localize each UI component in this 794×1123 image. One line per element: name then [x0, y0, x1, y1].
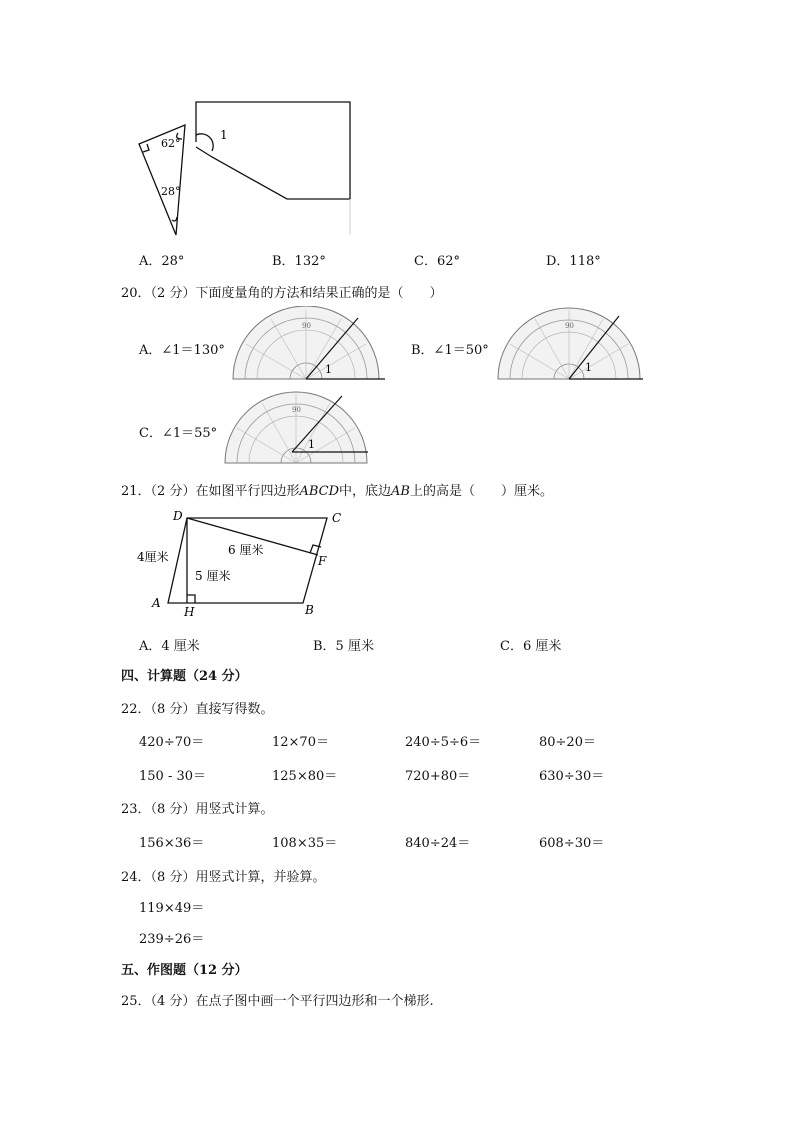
- q19-figure: [130, 95, 360, 240]
- q20-c-angle-label: 1: [308, 438, 315, 451]
- q19-option-c: C．62°: [414, 254, 460, 269]
- q21-stem-ab: AB: [391, 484, 410, 499]
- q19-option-d: D．118°: [546, 254, 601, 269]
- q21-side-label: 4厘米: [137, 550, 169, 564]
- q21-stem-mid: 中，底边: [339, 484, 392, 499]
- q21-stem-suffix: 上的高是（ ）厘米。: [409, 484, 553, 499]
- q20-b-angle-label: 1: [585, 361, 592, 374]
- q20-a-90: 90: [302, 322, 311, 330]
- q22-item-7: 720+80＝: [405, 769, 471, 784]
- q21-label-h: H: [184, 605, 195, 619]
- q20-c-90: 90: [292, 406, 301, 414]
- q21-stem-prefix: 21．（2 分）在如图平行四边形: [121, 484, 300, 499]
- q19-option-a: A．28°: [139, 254, 185, 269]
- q22-item-1: 420÷70＝: [139, 735, 205, 750]
- q22-item-2: 12×70＝: [272, 735, 329, 750]
- q21-label-c: C: [332, 511, 342, 525]
- q21-diag-label: 6 厘米: [228, 543, 264, 557]
- q21-label-a: A: [152, 596, 161, 610]
- q19-angle-1-label: 1: [220, 128, 228, 142]
- q20-a-angle-label: 1: [325, 363, 332, 376]
- q24-item-2: 239÷26＝: [139, 932, 205, 947]
- q20-option-c: C．∠1＝55°: [139, 426, 218, 441]
- q20-protractor-b: [495, 306, 645, 384]
- q21-stem-abcd: ABCD: [299, 484, 340, 499]
- q22-item-6: 125×80＝: [272, 769, 338, 784]
- q21-option-b: B．5 厘米: [313, 639, 374, 654]
- q22-item-4: 80÷20＝: [539, 735, 596, 750]
- q20-b-90: 90: [565, 322, 574, 330]
- q21-option-a: A．4 厘米: [139, 639, 200, 654]
- q23-item-4: 608÷30＝: [539, 836, 605, 851]
- section-4-title: 四、计算题（24 分）: [121, 669, 248, 684]
- q19-angle-28: 28°: [161, 185, 181, 198]
- q23-stem: 23．（8 分）用竖式计算。: [121, 802, 274, 817]
- q22-item-8: 630÷30＝: [539, 769, 605, 784]
- q20-protractor-a: [230, 306, 390, 384]
- q21-label-f: F: [318, 554, 327, 568]
- q22-stem: 22．（8 分）直接写得数。: [121, 702, 274, 717]
- q19-angle-62: 62°: [161, 137, 181, 150]
- q23-item-1: 156×36＝: [139, 836, 205, 851]
- q20-option-a: A．∠1＝130°: [139, 343, 225, 358]
- q24-item-1: 119×49＝: [139, 901, 205, 916]
- q22-item-3: 240÷5÷6＝: [405, 735, 482, 750]
- q21-height-label: 5 厘米: [195, 569, 231, 583]
- q21-stem: [121, 480, 553, 499]
- q20-option-b: B．∠1＝50°: [411, 343, 489, 358]
- q21-parallelogram-figure: [135, 503, 350, 623]
- q25-stem: 25．（4 分）在点子图中画一个平行四边形和一个梯形.: [121, 994, 434, 1009]
- q22-item-5: 150 - 30＝: [139, 769, 207, 784]
- q21-label-b: B: [305, 603, 314, 617]
- q20-protractor-c: [222, 388, 370, 468]
- q23-item-2: 108×35＝: [272, 836, 338, 851]
- q20-stem: 20．（2 分）下面度量角的方法和结果正确的是（ ）: [121, 286, 443, 301]
- q21-label-d: D: [173, 509, 183, 523]
- q21-option-c: C．6 厘米: [500, 639, 562, 654]
- q23-item-3: 840÷24＝: [405, 836, 471, 851]
- q19-option-b: B．132°: [272, 254, 326, 269]
- section-5-title: 五、作图题（12 分）: [121, 963, 248, 978]
- q24-stem: 24．（8 分）用竖式计算，并验算。: [121, 870, 326, 885]
